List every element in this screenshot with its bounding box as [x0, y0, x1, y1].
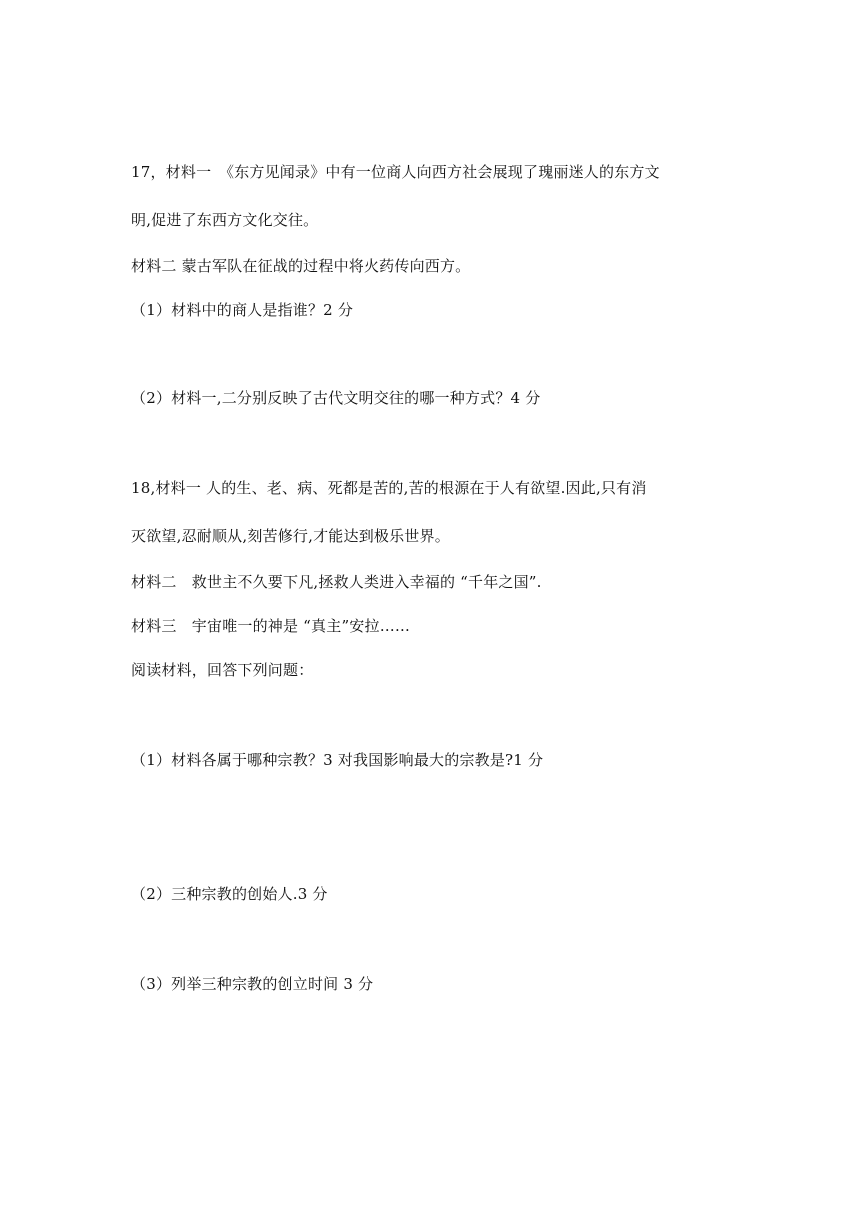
q18-subquestion-2: （2）三种宗教的创始人.3 分 — [131, 885, 328, 903]
q17-subquestion-1: （1）材料中的商人是指谁？2 分 — [131, 301, 354, 319]
q18-material-3: 材料三 宇宙唯一的神是 “真主”安拉…… — [131, 617, 411, 635]
q18-instruction: 阅读材料，回答下列问题： — [131, 661, 314, 679]
q18-material-1-line-1: 18,材料一 人的生、老、病、死都是苦的,苦的根源在于人有欲望.因此,只有消 — [131, 479, 647, 497]
q17-material-2: 材料二 蒙古军队在征战的过程中将火药传向西方。 — [131, 257, 471, 275]
q18-material-1-line-2: 灭欲望,忍耐顺从,刻苦修行,才能达到极乐世界。 — [131, 527, 450, 545]
q17-material-1-line-2: 明,促进了东西方文化交往。 — [131, 211, 319, 229]
q18-subquestion-3: （3）列举三种宗教的创立时间 3 分 — [131, 975, 374, 993]
q18-material-2: 材料二 救世主不久要下凡,拯救人类进入幸福的 “千年之国”. — [131, 573, 542, 591]
q17-subquestion-2: （2）材料一,二分别反映了古代文明交往的哪一种方式？4 分 — [131, 389, 541, 407]
q17-material-1-line-1: 17，材料一 《东方见闻录》中有一位商人向西方社会展现了瑰丽迷人的东方文 — [131, 163, 660, 181]
q18-subquestion-1: （1）材料各属于哪种宗教？3 对我国影响最大的宗教是?1 分 — [131, 751, 544, 769]
